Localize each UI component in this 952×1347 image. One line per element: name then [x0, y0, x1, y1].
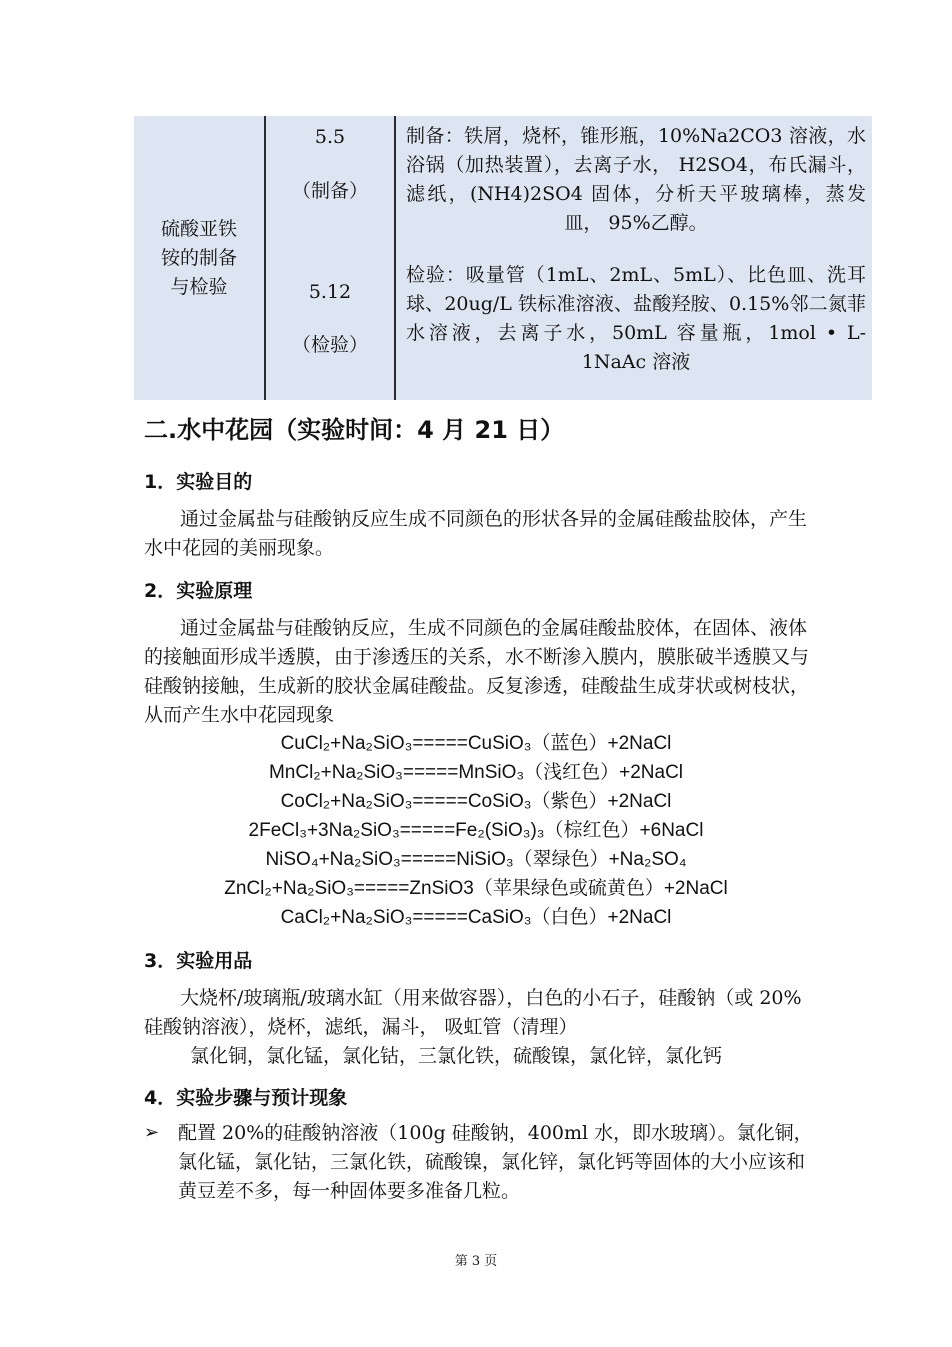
equation: CoCl₂+Na₂SiO₃=====CoSiO₃（紫色）+2NaCl — [280, 791, 672, 812]
equation: MnCl₂+Na₂SiO₃=====MnSiO₃（浅红色）+2NaCl — [268, 762, 684, 783]
materials-heading: 3．实验用品 — [144, 950, 253, 972]
test-date: 5.12 — [308, 281, 352, 303]
bullet-arrow-icon: ➢ — [144, 1122, 160, 1143]
test-label: （检验） — [291, 334, 368, 356]
materials-line1: 大烧杯/玻璃瓶/玻璃水缸（用来做容器），白色的小石子，硅酸钠（或 20%硅酸钠溶液），烧杯，滤纸，漏斗， 吸虹管（清理） — [144, 987, 802, 1038]
prep-label: （制备） — [291, 180, 368, 202]
purpose-heading: 1．实验目的 — [144, 471, 253, 493]
section-title: 二.水中花园（实验时间：4 月 21 日） — [144, 416, 565, 444]
table-topic-cell — [134, 116, 264, 400]
table-divider — [394, 116, 396, 400]
equation: ZnCl₂+Na₂SiO₃=====ZnSiO3（苹果绿色或硫黄色）+2NaCl — [224, 878, 728, 899]
equation: NiSO₄+Na₂SiO₃=====NiSiO₃（翠绿色）+Na₂SO₄ — [265, 849, 687, 870]
equation: CaCl₂+Na₂SiO₃=====CaSiO₃（白色）+2NaCl — [280, 907, 672, 928]
purpose-text: 通过金属盐与硅酸钠反应生成不同颜色的形状各异的金属硅酸盐胶体，产生水中花园的美丽现象。 — [144, 508, 808, 559]
page-number: 第 3 页 — [454, 1254, 498, 1269]
prep-items: 制备：铁屑，烧杯，锥形瓶，10%Na2CO3 溶液，水浴锅（加热装置），去离子水， H2SO4，布氏漏斗，滤纸，(NH4)2SO4 固体，分析天平玻璃棒，蒸发皿， 95%乙醇。 — [406, 125, 866, 234]
principle-heading: 2．实验原理 — [144, 580, 253, 602]
topic-line: 与检验 — [170, 275, 228, 298]
steps-heading: 4．实验步骤与预计现象 — [144, 1087, 348, 1109]
principle-text: 通过金属盐与硅酸钠反应，生成不同颜色的金属硅酸盐胶体，在固体、液体的接触面形成半透膜，由于渗透压的关系，水不断渗入膜内，膜胀破半透膜又与硅酸钠接触，生成新的胶状金属硅酸盐。反复渗透，硅酸盐生成芽状或树枝状，从而产生水中花园现象 — [144, 617, 810, 726]
equation: CuCl₂+Na₂SiO₃=====CuSiO₃（蓝色）+2NaCl — [280, 733, 672, 754]
equation: 2FeCl₃+3Na₂SiO₃=====Fe₂(SiO₃)₃（棕红色）+6NaCl — [248, 820, 704, 841]
materials-line2: 氯化铜，氯化锰，氯化钴，三氯化铁，硫酸镍，氯化锌，氯化钙 — [190, 1045, 723, 1067]
table-divider — [264, 116, 266, 400]
topic-line: 铵的制备 — [160, 246, 237, 269]
materials-table — [134, 116, 872, 400]
topic-line: 硫酸亚铁 — [160, 217, 237, 240]
step-item: 配置 20%的硅酸钠溶液（100g 硅酸钠，400ml 水，即水玻璃）。氯化铜，氯化锰，氯化钴，三氯化铁，硫酸镍，氯化锌，氯化钙等固体的大小应该和黄豆差不多，每一种固体要多准备几粒。 — [178, 1122, 813, 1202]
prep-date: 5.5 — [314, 126, 346, 148]
test-items: 检验：吸量管（1mL、2mL、5mL）、比色皿、洗耳球、20ug/L 铁标准溶液、盐酸羟胺、0.15%邻二氮菲水溶液，去离子水，50mL 容量瓶，1mol • L-1NaAc 溶液 — [406, 264, 866, 373]
